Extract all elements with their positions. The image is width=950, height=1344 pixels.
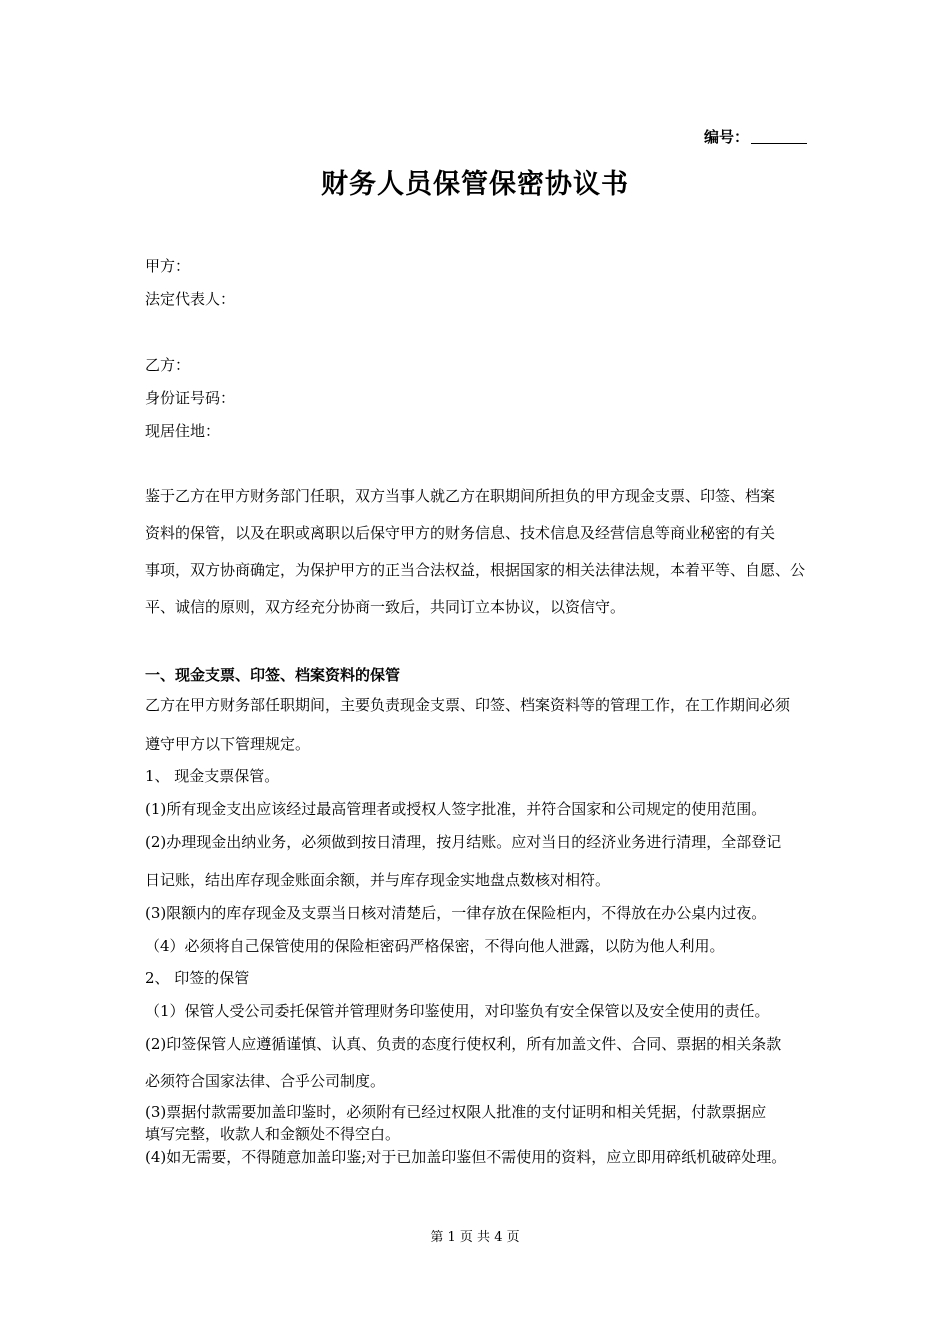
section-1-intro-line: 乙方在甲方财务部任职期间，主要负责现金支票、印签、档案资料等的管理工作，在工作期间必须: [145, 696, 791, 714]
subsection-2-item: (4)如无需要，不得随意加盖印鉴;对于已加盖印鉴但不需使用的资料，应立即用碎纸机破碎处理。: [145, 1148, 787, 1166]
legal-rep-line: 法定代表人：: [145, 290, 236, 308]
subsection-2-item: (3)票据付款需要加盖印鉴时，必须附有已经过权限人批准的支付证明和相关凭据，付款票据应: [145, 1103, 767, 1121]
subsection-1-title: 1、 现金支票保管。: [145, 767, 280, 785]
document-number-blank: [751, 129, 807, 144]
subsection-1-item: （4）必须将自己保管使用的保险柜密码严格保密，不得向他人泄露，以防为他人利用。: [145, 937, 725, 955]
id-number-line: 身份证号码：: [145, 389, 236, 407]
subsection-2-title: 2、 印签的保管: [145, 969, 250, 987]
document-number-label: 编号：: [703, 128, 749, 146]
section-1-heading: 一、现金支票、印签、档案资料的保管: [145, 666, 401, 684]
subsection-2-item: （1）保管人受公司委托保管并管理财务印鉴使用，对印鉴负有安全保管以及安全使用的责任。: [145, 1002, 770, 1020]
subsection-2-item: 必须符合国家法律、合乎公司制度。: [145, 1072, 386, 1090]
preamble-line: 资料的保管，以及在职或离职以后保守甲方的财务信息、技术信息及经营信息等商业秘密的有关: [145, 524, 776, 542]
preamble-line: 鉴于乙方在甲方财务部门任职，双方当事人就乙方在职期间所担负的甲方现金支票、印签、档案: [145, 487, 776, 505]
subsection-1-item: 日记账，结出库存现金账面余额，并与库存现金实地盘点数核对相符。: [145, 871, 611, 889]
document-title: 财务人员保管保密协议书: [321, 169, 629, 200]
subsection-2-item: 填写完整，收款人和金额处不得空白。: [145, 1125, 401, 1143]
preamble-line: 事项，双方协商确定，为保护甲方的正当合法权益，根据国家的相关法律法规，本着平等、自愿、公: [145, 561, 806, 579]
subsection-1-item: (3)限额内的库存现金及支票当日核对清楚后，一律存放在保险柜内，不得放在办公桌内过夜。: [145, 904, 767, 922]
subsection-1-item: (1)所有现金支出应该经过最高管理者或授权人签字批准，并符合国家和公司规定的使用范围。: [145, 800, 767, 818]
address-line: 现居住地：: [145, 422, 221, 440]
subsection-1-item: (2)办理现金出纳业务，必须做到按日清理，按月结账。应对当日的经济业务进行清理，全部登记: [145, 833, 782, 851]
page-number-footer: 第 1 页 共 4 页: [430, 1230, 520, 1245]
preamble-line: 平、诚信的原则，双方经充分协商一致后，共同订立本协议，以资信守。: [145, 598, 626, 616]
subsection-2-item: (2)印签保管人应遵循谨慎、认真、负责的态度行使权利，所有加盖文件、合同、票据的相关条款: [145, 1035, 782, 1053]
party-b-line: 乙方：: [145, 356, 191, 374]
party-a-line: 甲方：: [145, 257, 191, 275]
document-number: [704, 126, 807, 147]
section-1-intro-line: 遵守甲方以下管理规定。: [145, 735, 311, 753]
